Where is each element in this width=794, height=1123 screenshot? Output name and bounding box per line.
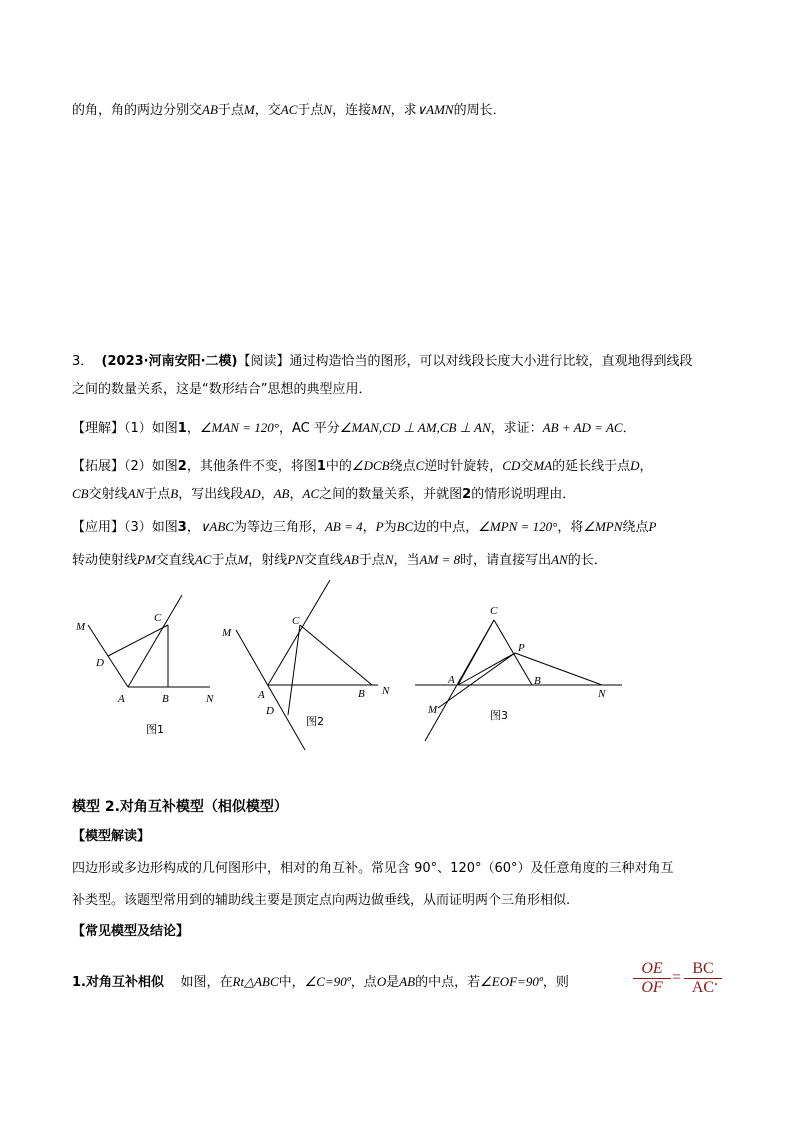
line-MA-extended [236,630,305,750]
problem-3-heading: 3． (2023·河南安阳·二模)【阅读】通过构造恰当的图形，可以对线段长度大小进行比较，直观地得到线段 [72,354,693,369]
fig2-caption: 图2 [306,715,324,728]
fraction-numerator-oe: OE [641,960,663,977]
fig3-label-M: M [428,704,438,716]
model-2-title: 模型 2.对角互补模型（相似模型） [72,799,288,815]
fraction-period: . [714,972,718,989]
ray-PN [515,653,602,685]
fig1-label-M: M [76,621,86,633]
fig2-label-M: M [222,627,232,639]
model-interpret-line-2: 补类型。该题型常用到的辅助线主要是顶定点向两边做垂线，从而证明两个三角形相似. [72,893,571,908]
line-AC-extended [425,620,494,741]
fraction-denominator-ac: AC [684,978,722,997]
segment-CD [288,625,300,715]
fig3-label-A: A [448,674,455,686]
fig3-label-C: C [490,605,498,617]
fig1-caption: 图1 [146,723,164,736]
segment-DC [108,625,168,656]
fig2-label-A: A [258,689,265,701]
problem-3-apply-line-1: 【应用】（3）如图3，∨ABC为等边三角形，AB = 4，P为BC边的中点，∠MPN = 120°，将∠MPN绕点P [72,519,657,535]
common-model-tag: 【常见模型及结论】 [72,924,190,939]
fig1-label-B: B [162,693,169,705]
problem-3-understand: 【理解】（1）如图1，∠MAN = 120°，AC 平分∠MAN,CD ⊥ AM,CB ⊥ AN，求证：AB + AD = AC． [72,420,636,436]
fig1-label-N: N [206,693,214,705]
segment-CB [300,625,372,685]
fraction-denominator-of: OF [633,978,671,997]
problem-3-expand-line-1: 【拓展】（2）如图2，其他条件不变，将图1中的∠DCB绕点C逆时针旋转，CD交MA的延长线于点D， [72,458,653,474]
fig2-label-D: D [266,705,274,717]
problem-3-expand-line-2: CB交射线AN于点B，写出线段AD，AB，AC之间的数量关系，并就图2的情形说明理由． [72,486,576,502]
side-CB [494,620,532,685]
fig3-caption: 图3 [490,709,508,722]
figure-3 [415,620,622,741]
fraction-numerator-bc: BC [692,960,714,977]
fig2-label-C: C [292,615,300,627]
fig1-label-C: C [154,612,162,624]
fraction-equals: = [672,969,682,986]
problem-3-reading-line-2: 之间的数量关系，这是“数形结合”思想的典型应用． [72,382,372,397]
fig1-label-D: D [96,657,104,669]
model-interpret-line-1: 四边形或多边形构成的几何图形中，相对的角互补。常见含 90°、120°（60°）及任意角度的三种对角互 [72,861,674,876]
figure-1 [88,595,210,687]
fig1-label-A: A [118,693,125,705]
fig3-label-P: P [518,642,525,654]
fig3-label-B: B [534,675,541,687]
fraction-oe-of [633,960,671,997]
fig3-label-N: N [598,688,606,700]
model-1-statement: 1.对角互补相似 如图，在Rt△ABC中，∠C=90º，点O是AB的中点，若∠EOF=90º，则 [72,974,569,990]
problem-3-apply-line-2: 转动使射线PM交直线AC于点M，射线PN交直线AB于点N，当AM = 8时，请直接写出AN的长． [72,552,607,568]
fig2-label-B: B [358,688,365,700]
geometry-figures [60,575,740,755]
model-interpret-tag: 【模型解读】 [72,829,151,844]
fig2-label-N: N [382,685,390,697]
previous-problem-tail: 的角，角的两边分别交AB于点M，交AC于点N，连接MN，求∨AMN的周长． [72,102,506,118]
